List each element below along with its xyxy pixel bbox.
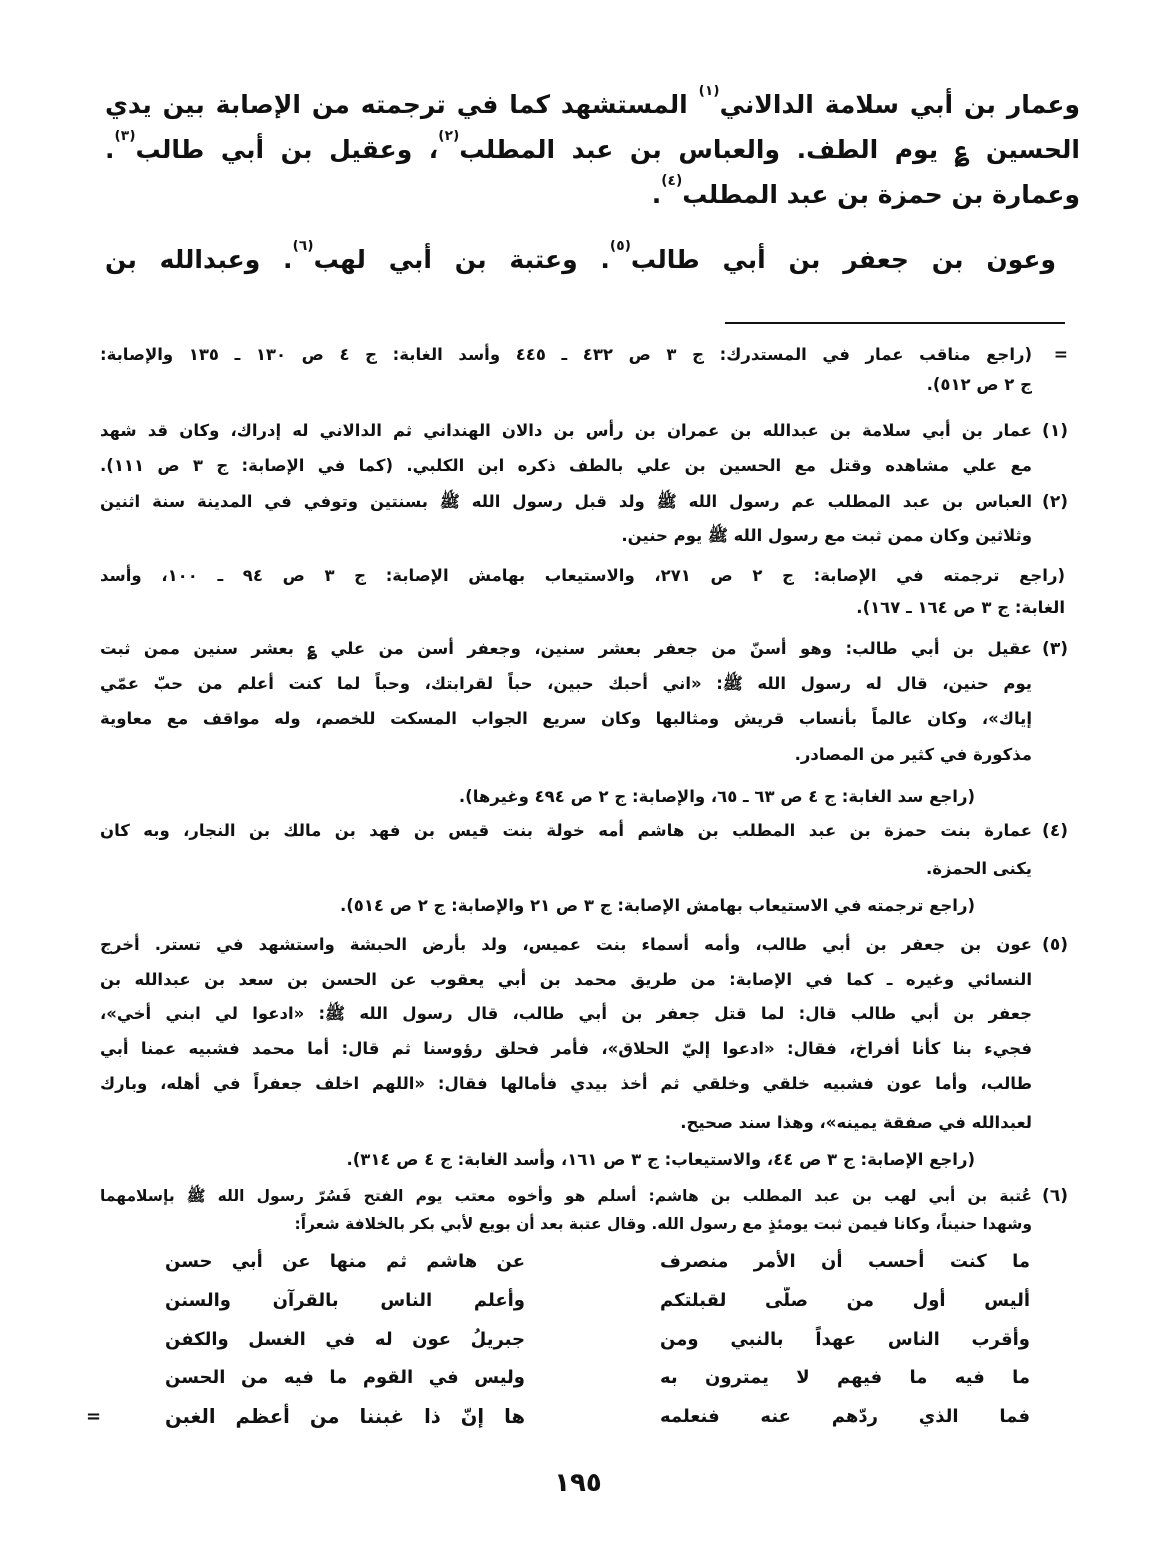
text: ، وعقيل بن أبي طالب xyxy=(135,135,439,164)
footnote-line: يوم حنين، قال له رسول الله ﷺ: «اني أحبك حبين، حباً لقرابتك، وحباً لما كنت أعلم من حبّ عمّي xyxy=(100,674,1032,693)
footnote-line: جعفر بن أبي طالب قال: لما قتل جعفر بن أبي طالب، قال رسول الله ﷺ: «ادعوا لي ابني أخي»، xyxy=(100,1004,1032,1023)
footnote-separator xyxy=(725,322,1065,324)
footnote-line: طالب، وأما عون فشبيه خلقي وخلقي ثم أخذ بيدي فأمالها فقال: «اللهم اخلف جعفراً في أهله، وبارك xyxy=(100,1074,1032,1093)
footnote-marker: (٤) xyxy=(1042,821,1068,841)
footnote-ref-6[interactable]: (٦) xyxy=(292,240,314,254)
footnote-line: عقيل بن أبي طالب: وهو أسنّ من جعفر بعشر سنين، وجعفر أسن من علي ؏ بعشر سنين ممن ثبت xyxy=(100,639,1032,658)
footnote-line: مذكورة في كثير من المصادر. xyxy=(794,745,1032,764)
poem-verse-first-half: ما كنت أحسب أن الأمر منصرف xyxy=(660,1251,1030,1272)
footnote-reference: (راجع سد الغابة: ج ٤ ص ٦٣ ـ ٦٥، والإصابة: ج ٢ ص ٤٩٤ وغيرها). xyxy=(458,787,975,806)
footnote-line: ج ٢ ص ٥١٢). xyxy=(926,375,1032,394)
footnote-marker: (٢) xyxy=(1042,492,1068,512)
footnote-line: (راجع مناقب عمار في المستدرك: ج ٣ ص ٤٣٢ ـ ٤٤٥ وأسد الغابة: ج ٤ ص ١٣٠ ـ ١٣٥ والإصابة: xyxy=(100,345,1032,364)
footnote-line: وشهدا حنيناً، وكانا فيمن ثبت يومئذٍ مع رسول الله. وقال عتبة بعد أن بويع لأبي بكر بالخلافة شعراً: xyxy=(294,1215,1032,1233)
text: وعون بن جعفر بن أبي طالب xyxy=(630,245,1056,274)
footnote-ref-5[interactable]: (٥) xyxy=(609,240,631,254)
footnote-line: النسائي وغيره ـ كما في الإصابة: من طريق محمد بن أبي يعقوب عن الحسن بن سعد بن عبدالله بن xyxy=(100,970,1032,989)
poem-verse-second-half: وليس في القوم ما فيه من الحسن xyxy=(165,1367,525,1388)
main-line-2 xyxy=(105,130,1080,170)
footnote-line: يكنى الحمزة. xyxy=(925,859,1032,878)
poem-verse-first-half: وأقرب الناس عهداً بالنبي ومن xyxy=(660,1329,1030,1350)
footnote-marker: = xyxy=(1053,345,1068,365)
footnote-ref-1[interactable]: (١) xyxy=(698,85,720,99)
text: . xyxy=(651,180,662,209)
text: . xyxy=(105,135,115,164)
footnote-marker: (٥) xyxy=(1042,935,1068,955)
footnote-line: عمارة بنت حمزة بن عبد المطلب بن هاشم أمه خولة بنت قيس بن فهد بن مالك بن النجار، وبه كان xyxy=(100,821,1032,840)
footnote-ref-2[interactable]: (٢) xyxy=(438,130,460,144)
footnote-line: مع علي مشاهده وقتل مع الحسين بن علي بالطف ذكره ابن الكلبي. (كما في الإصابة: ج ٣ ص ١١١). xyxy=(100,456,1032,475)
footnote-reference: (راجع الإصابة: ج ٣ ص ٤٤، والاستيعاب: ج ٣ ص ١٦١، وأسد الغابة: ج ٤ ص ٣١٤). xyxy=(346,1150,975,1169)
footnote-marker: (١) xyxy=(1042,421,1068,441)
footnote-line: الغابة: ج ٣ ص ١٦٤ ـ ١٦٧). xyxy=(856,598,1065,617)
footnote-line: عمار بن أبي سلامة بن عبدالله بن عمران بن رأس بن دالان الهنداني ثم الدالاني له إدراك، وكان قد شهد xyxy=(100,421,1032,440)
footnote-ref-3[interactable]: (٣) xyxy=(114,130,136,144)
poem-verse-second-half: وأعلم الناس بالقرآن والسنن xyxy=(165,1290,525,1311)
main-line-3 xyxy=(105,175,1080,215)
poem-verse-second-half: عن هاشم ثم منها عن أبي حسن xyxy=(165,1251,525,1272)
footnote-marker: (٦) xyxy=(1042,1186,1068,1206)
text: وعمارة بن حمزة بن عبد المطلب xyxy=(682,180,1080,209)
text: المستشهد كما في ترجمته من الإصابة بين يدي xyxy=(105,90,699,119)
footnote-marker: (٣) xyxy=(1042,639,1068,659)
text: الحسين ؏ يوم الطف. والعباس بن عبد المطلب xyxy=(459,135,1080,164)
footnote-line: عون بن جعفر بن أبي طالب، وأمه أسماء بنت عميس، ولد بأرض الحبشة واستشهد في تستر. أخرج xyxy=(100,935,1032,954)
footnote-line: العباس بن عبد المطلب عم رسول الله ﷺ ولد قبل رسول الله ﷺ بسنتين وتوفي في المدينة سنة اثنين xyxy=(100,492,1032,511)
poem-verse-first-half: فما الذي ردّهم عنه فنعلمه xyxy=(660,1406,1030,1427)
continuation-mark: = xyxy=(86,1406,102,1427)
main-line-1 xyxy=(105,85,1080,125)
footnote-line: عُتبة بن أبي لهب بن عبد المطلب بن هاشم: أسلم هو وأخوه معتب يوم الفتح فَسُرّ رسول الله ﷺ بإسلامهما xyxy=(100,1187,1032,1205)
poem-verse-first-half: ما فيه ما فيهم لا يمترون به xyxy=(660,1367,1030,1388)
poem-verse-second-half: ها إنّ ذا غبننا من أعظم الغبن xyxy=(165,1405,525,1428)
poem-verse-first-half: أليس أول من صلّى لقبلتكم xyxy=(660,1290,1030,1311)
footnote-line: (راجع ترجمته في الإصابة: ج ٢ ص ٢٧١، والاستيعاب بهامش الإصابة: ج ٣ ص ٩٤ ـ ١٠٠، وأسد xyxy=(100,566,1065,585)
footnote-line: لعبدالله في صفقة يمينه»، وهذا سند صحيح. xyxy=(680,1113,1032,1132)
text: . وعتبة بن أبي لهب xyxy=(313,245,610,274)
poem-verse-second-half: جبريلُ عون له في الغسل والكفن xyxy=(165,1329,525,1350)
main-line-4 xyxy=(105,240,1056,280)
footnote-line: إياك»، وكان عالماً بأنساب قريش ومثالبها وكان سريع الجواب المسكت للخصم، وله مواقف مع معاوية xyxy=(100,709,1032,728)
footnote-reference: (راجع ترجمته في الاستيعاب بهامش الإصابة: ج ٣ ص ٢١ والإصابة: ج ٢ ص ٥١٤). xyxy=(339,896,975,915)
page-number: ١٩٥ xyxy=(554,1468,602,1498)
text: . وعبدالله بن xyxy=(105,245,293,274)
footnote-ref-4[interactable]: (٤) xyxy=(661,173,683,189)
footnote-line: وثلاثين وكان ممن ثبت مع رسول الله ﷺ يوم حنين. xyxy=(621,526,1032,545)
footnote-line: فجيء بنا كأنا أفراخ، فقال: «ادعوا إليّ الحلاق»، فأمر فحلق رؤوسنا ثم قال: أما محمد فشبيه عمنا أبي xyxy=(100,1039,1032,1058)
text: وعمار بن أبي سلامة الدالاني xyxy=(719,90,1080,119)
